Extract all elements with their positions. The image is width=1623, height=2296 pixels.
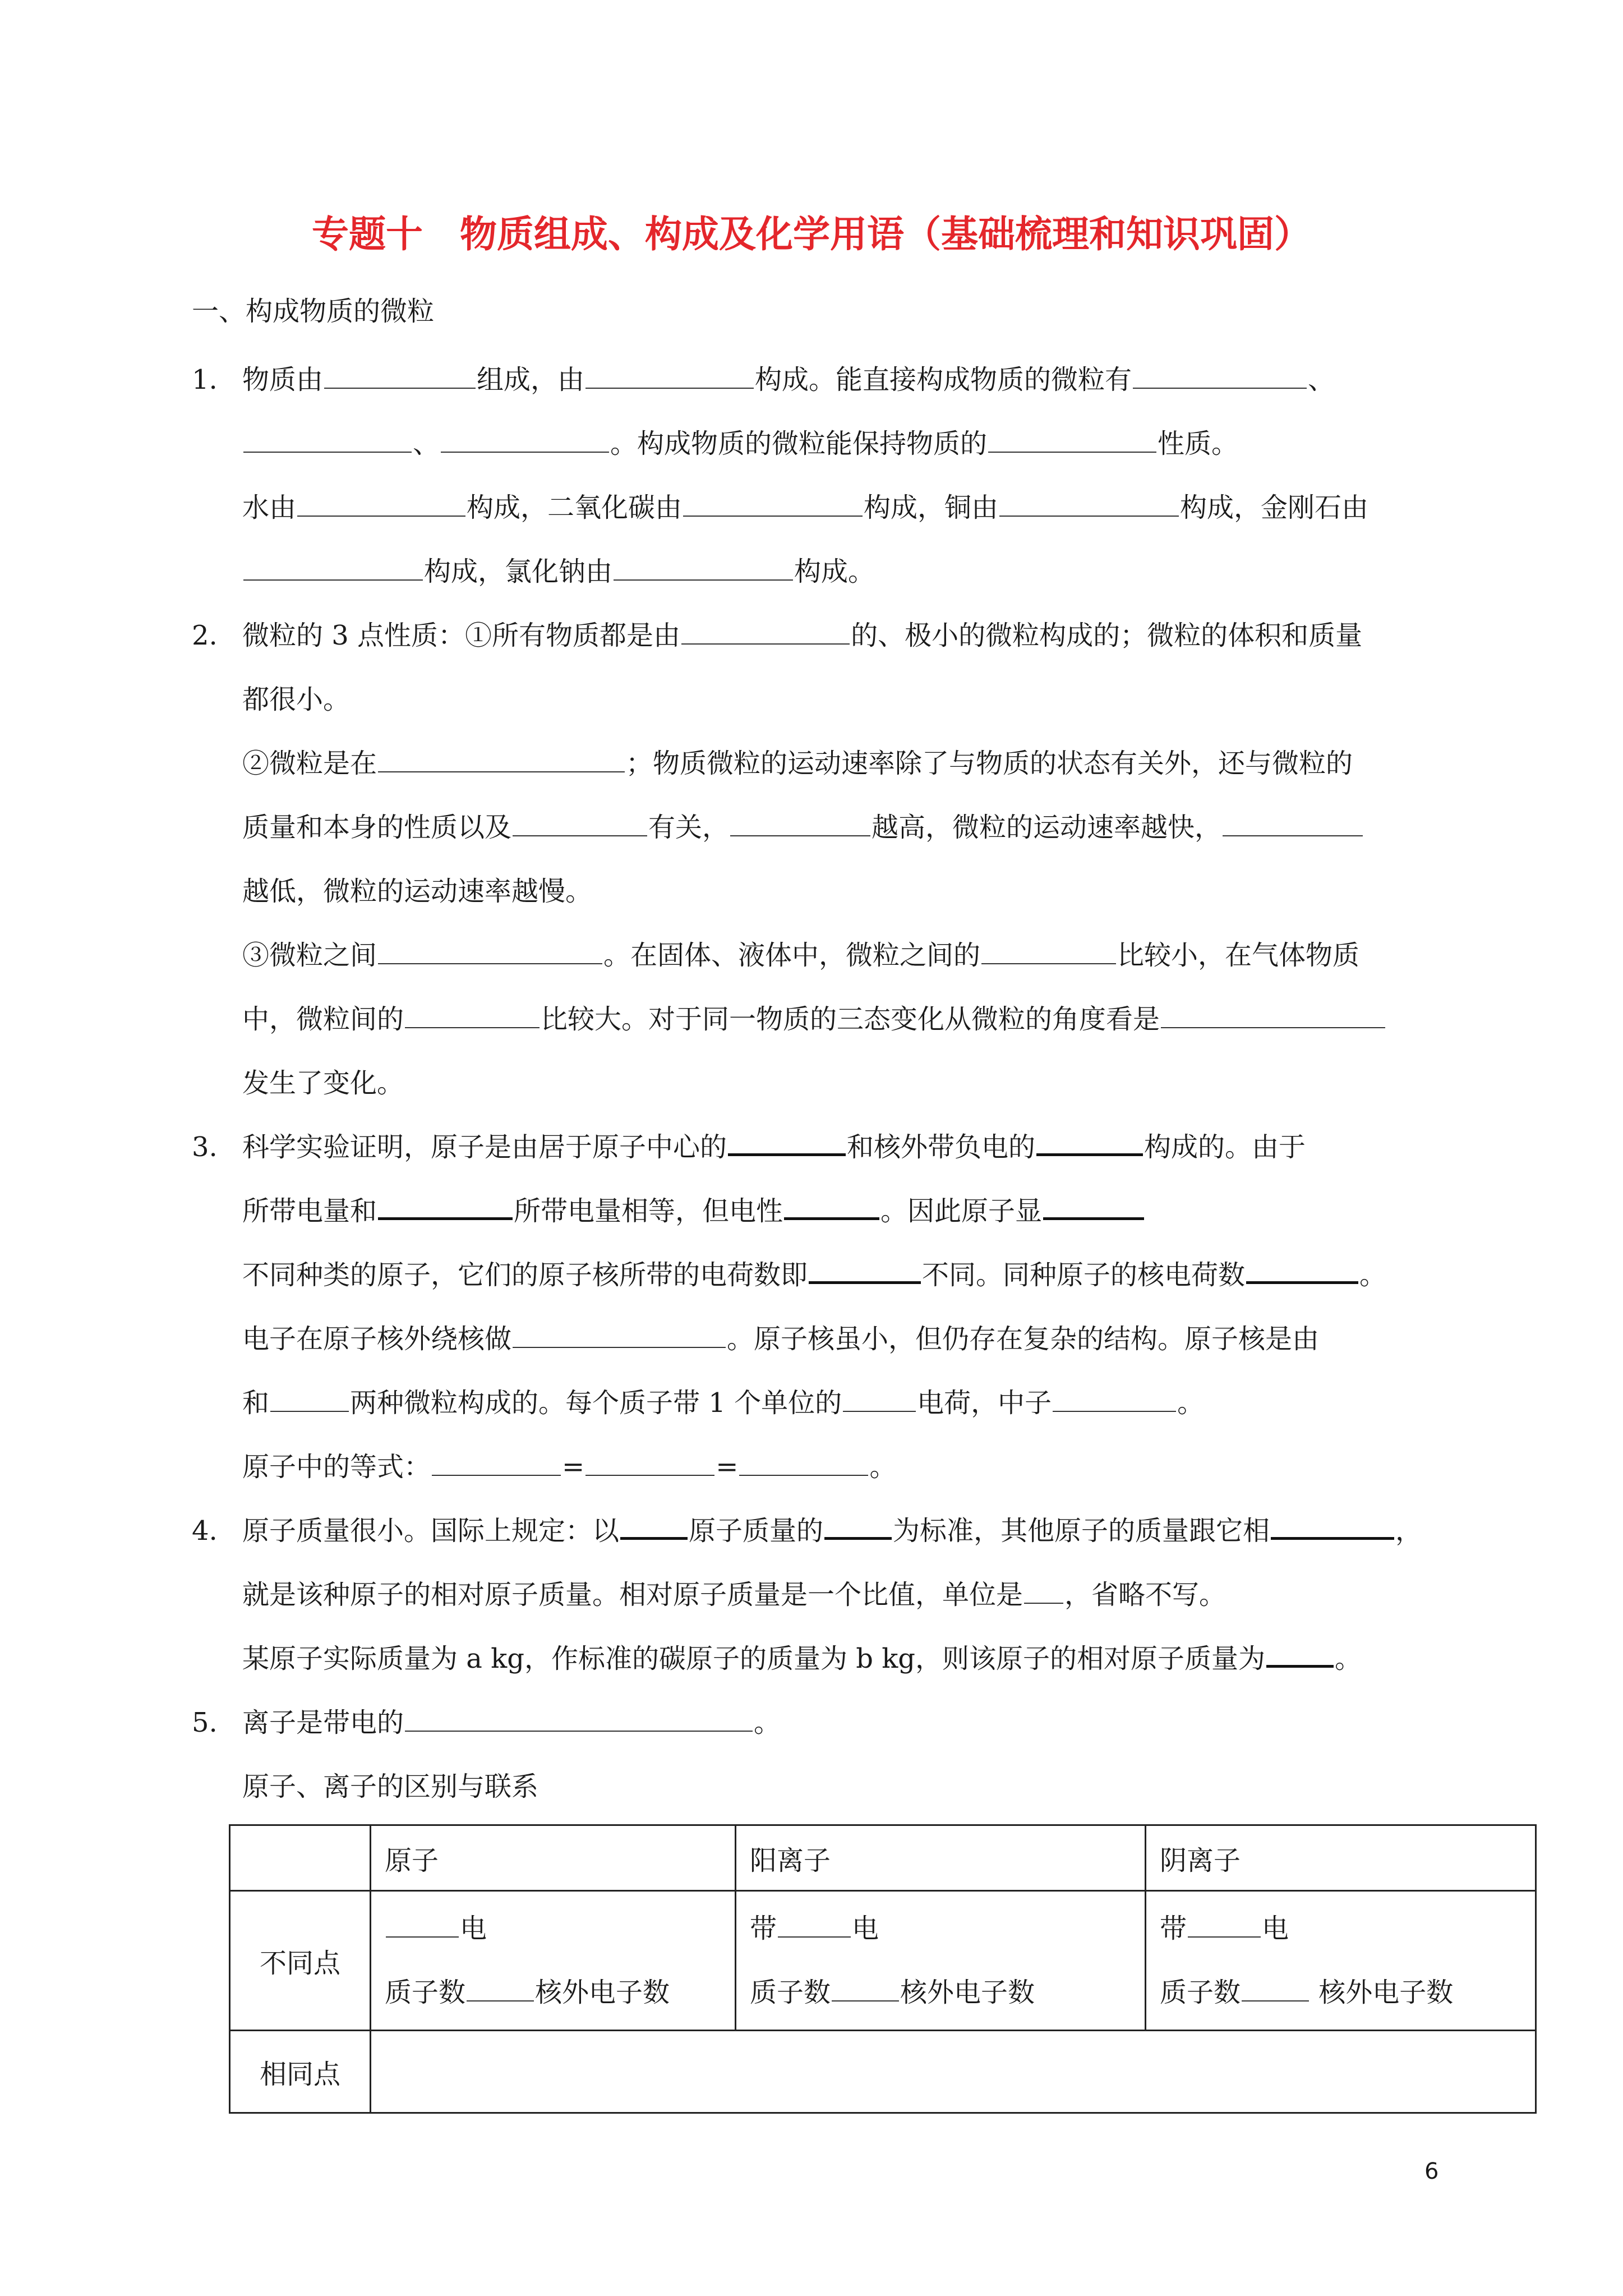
question-1-line-4: [192, 540, 1454, 604]
worksheet-body: [192, 348, 1454, 1819]
text: 和: [242, 1387, 270, 1419]
text: 都很小。: [242, 684, 351, 715]
question-number: 1.: [192, 364, 218, 395]
text: 质子数: [385, 1977, 466, 2008]
fill-blank[interactable]: [378, 735, 625, 772]
question-2-line-3: [192, 731, 1454, 795]
text: 有关，: [648, 812, 730, 843]
text: ，省略不写。: [1064, 1579, 1227, 1611]
question-number: 5.: [192, 1707, 218, 1738]
text: 构成，二氧化碳由: [467, 492, 683, 523]
fill-blank[interactable]: [1271, 1501, 1394, 1540]
table-header-row: [230, 1825, 1536, 1891]
fill-blank[interactable]: [1242, 1964, 1309, 2001]
text: 不同。同种原子的核电荷数: [922, 1259, 1246, 1291]
question-5-line-1: [192, 1691, 1454, 1755]
fill-blank[interactable]: [467, 1964, 534, 2001]
text: 不同种类的原子，它们的原子核所带的电荷数即: [242, 1259, 808, 1291]
text: =: [562, 1451, 585, 1483]
anion-diff-cell: [1146, 1891, 1536, 2031]
text: 某原子实际质量为 a kg，作标准的碳原子的质量为 b kg，则该原子的相对原子质量为: [242, 1643, 1266, 1674]
text: 电子在原子核外绕核做: [242, 1323, 512, 1355]
text: =: [716, 1451, 739, 1483]
fill-blank[interactable]: [620, 1501, 688, 1540]
text: 为标准，其他原子的质量跟它相: [893, 1515, 1270, 1547]
text: 。因此原子显: [880, 1195, 1043, 1227]
question-2-line-5: [192, 859, 1454, 923]
fill-blank[interactable]: [832, 1964, 899, 2001]
fill-blank[interactable]: [585, 1439, 714, 1476]
text: 。: [1359, 1259, 1387, 1291]
fill-blank[interactable]: [513, 799, 647, 836]
fill-blank[interactable]: [1133, 352, 1307, 389]
text: 发生了变化。: [242, 1068, 404, 1099]
text: 组成，由: [477, 364, 585, 395]
text: ；物质微粒的运动速率除了与物质的状态有关外，还与微粒的: [626, 748, 1353, 779]
text: 所带电量相等，但电性: [514, 1195, 783, 1227]
fill-blank[interactable]: [784, 1181, 879, 1220]
text: 科学实验证明，原子是由居于原子中心的: [242, 1131, 727, 1163]
text: 。: [754, 1707, 781, 1738]
question-2-line-4: [192, 795, 1454, 859]
comparison-table: [229, 1824, 1537, 2114]
text: 、: [413, 428, 440, 459]
text: 构成。能直接构成物质的微粒有: [755, 364, 1132, 395]
fill-blank[interactable]: [405, 991, 540, 1028]
fill-blank[interactable]: [386, 1901, 459, 1938]
text: 核外电子数: [900, 1977, 1035, 2008]
text: 核外电子数: [535, 1977, 670, 2008]
text: 质子数: [1160, 1977, 1241, 2008]
fill-blank[interactable]: [1053, 1375, 1176, 1412]
fill-blank[interactable]: [270, 1375, 349, 1412]
fill-blank[interactable]: [981, 927, 1116, 964]
text: 的、极小的微粒构成的；微粒的体积和质量: [851, 620, 1363, 651]
table-row-similarities: [230, 2031, 1536, 2113]
text: 比较小，在气体物质: [1117, 940, 1360, 971]
text: 比较大。对于同一物质的三态变化从微粒的角度看是: [541, 1004, 1160, 1035]
fill-blank[interactable]: [441, 416, 609, 453]
question-2-line-6: [192, 923, 1454, 987]
question-1-line-2: [192, 412, 1454, 476]
fill-blank[interactable]: [243, 544, 423, 581]
text: 电: [460, 1913, 487, 1944]
fill-blank[interactable]: [1161, 991, 1385, 1028]
fill-blank[interactable]: [243, 416, 412, 453]
fill-blank[interactable]: [739, 1439, 868, 1476]
text: 质子数: [750, 1977, 831, 2008]
text: 质量和本身的性质以及: [242, 812, 512, 843]
text: 。: [1335, 1643, 1362, 1674]
text: 构成，金刚石由: [1180, 492, 1369, 523]
question-4-line-1: [192, 1499, 1454, 1563]
text: 、: [1308, 364, 1335, 395]
fill-blank[interactable]: [778, 1901, 851, 1938]
question-3-line-5: [192, 1371, 1454, 1435]
text: 原子、离子的区别与联系: [242, 1771, 539, 1802]
text: 性质。: [1158, 428, 1239, 459]
page-number: 6: [1424, 2159, 1439, 2184]
fill-blank[interactable]: [378, 927, 602, 964]
header-cation: 阳离子: [736, 1825, 1146, 1891]
text: 。在固体、液体中，微粒之间的: [603, 940, 981, 971]
text: 两种微粒构成的。每个质子带 1 个单位的: [350, 1387, 842, 1419]
text: 越高，微粒的运动速率越快，: [872, 812, 1222, 843]
text: 越低，微粒的运动速率越慢。: [242, 876, 593, 907]
text: ，: [1395, 1515, 1423, 1547]
text: 和核外带负电的: [847, 1131, 1036, 1163]
text: 物质由: [242, 364, 324, 395]
row-label-differences: 不同点: [230, 1891, 371, 2031]
question-2-line-8: [192, 1051, 1454, 1115]
question-4-line-3: [192, 1627, 1454, 1691]
question-number: 2.: [192, 620, 218, 651]
text: 构成的。由于: [1144, 1131, 1306, 1163]
fill-blank[interactable]: [988, 416, 1156, 453]
question-2-line-7: [192, 987, 1454, 1051]
text: 所带电量和: [242, 1195, 377, 1227]
text: ②微粒是在: [242, 748, 377, 779]
fill-blank[interactable]: [1266, 1629, 1334, 1668]
fill-blank[interactable]: [999, 480, 1179, 517]
fill-blank[interactable]: [1188, 1901, 1261, 1938]
text: 构成。: [794, 556, 875, 587]
question-1-line-3: [192, 476, 1454, 540]
question-3-line-4: [192, 1307, 1454, 1371]
text: 。构成物质的微粒能保持物质的: [610, 428, 988, 459]
fill-blank[interactable]: [843, 1375, 916, 1412]
text: 电荷，中子: [917, 1387, 1052, 1419]
fill-blank[interactable]: [297, 480, 465, 517]
fill-blank[interactable]: [513, 1311, 726, 1348]
text: 。: [869, 1451, 897, 1483]
text: 原子中的等式：: [242, 1451, 431, 1483]
fill-blank[interactable]: [324, 352, 476, 389]
text: 微粒的 3 点性质：①所有物质都是由: [242, 620, 681, 651]
fill-blank[interactable]: [432, 1439, 561, 1476]
text: 构成，氯化钠由: [424, 556, 613, 587]
question-2-line-1: [192, 604, 1454, 668]
header-anion: 阴离子: [1146, 1825, 1536, 1891]
text: 带: [1160, 1913, 1187, 1944]
fill-blank[interactable]: [730, 799, 870, 836]
fill-blank[interactable]: [378, 1181, 513, 1220]
question-1-line-1: [192, 348, 1454, 412]
fill-blank[interactable]: [1223, 799, 1363, 836]
row-label-similarities: 相同点: [230, 2031, 371, 2113]
question-3-line-3: [192, 1243, 1454, 1307]
question-number: 4.: [192, 1515, 218, 1547]
section-heading: 一、构成物质的微粒: [192, 296, 435, 327]
text: 水由: [242, 492, 297, 523]
text: 电: [1262, 1913, 1289, 1944]
fill-blank[interactable]: [585, 352, 754, 389]
fill-blank[interactable]: [614, 544, 793, 581]
fill-blank[interactable]: [824, 1501, 892, 1540]
text: ③微粒之间: [242, 940, 377, 971]
fill-blank[interactable]: [1043, 1181, 1144, 1220]
text: 中，微粒间的: [242, 1004, 404, 1035]
text: 原子质量很小。国际上规定：以: [242, 1515, 620, 1547]
table-corner-cell: [230, 1825, 371, 1891]
header-atom: 原子: [371, 1825, 736, 1891]
fill-blank[interactable]: [1246, 1245, 1358, 1284]
text: 带: [750, 1913, 777, 1944]
question-5-line-2: [192, 1755, 1454, 1819]
cation-diff-cell: [736, 1891, 1146, 2031]
text: 电: [852, 1913, 879, 1944]
question-2-line-2: [192, 668, 1454, 731]
fill-blank[interactable]: [728, 1117, 846, 1156]
fill-blank[interactable]: [1024, 1567, 1063, 1604]
text: 就是该种原子的相对原子质量。相对原子质量是一个比值，单位是: [242, 1579, 1023, 1611]
atom-diff-cell: [371, 1891, 736, 2031]
text: 离子是带电的: [242, 1707, 404, 1738]
similarities-answer-cell[interactable]: [371, 2031, 1536, 2113]
text: 。原子核虽小，但仍存在复杂的结构。原子核是由: [727, 1323, 1320, 1355]
question-number: 3.: [192, 1131, 218, 1163]
text: 原子质量的: [689, 1515, 824, 1547]
fill-blank[interactable]: [405, 1695, 753, 1732]
table-row-differences: [230, 1891, 1536, 2031]
fill-blank[interactable]: [1036, 1117, 1143, 1156]
text: 。: [1177, 1387, 1205, 1419]
fill-blank[interactable]: [683, 480, 863, 517]
question-3-line-2: [192, 1179, 1454, 1243]
question-4-line-2: [192, 1563, 1454, 1627]
question-3-line-6: [192, 1435, 1454, 1499]
fill-blank[interactable]: [681, 608, 850, 645]
question-3-line-1: [192, 1115, 1454, 1179]
text: 构成，铜由: [864, 492, 999, 523]
text: 核外电子数: [1318, 1977, 1454, 2008]
page-title: 专题十 物质组成、构成及化学用语（基础梳理和知识巩固）: [312, 212, 1311, 256]
fill-blank[interactable]: [809, 1245, 921, 1284]
